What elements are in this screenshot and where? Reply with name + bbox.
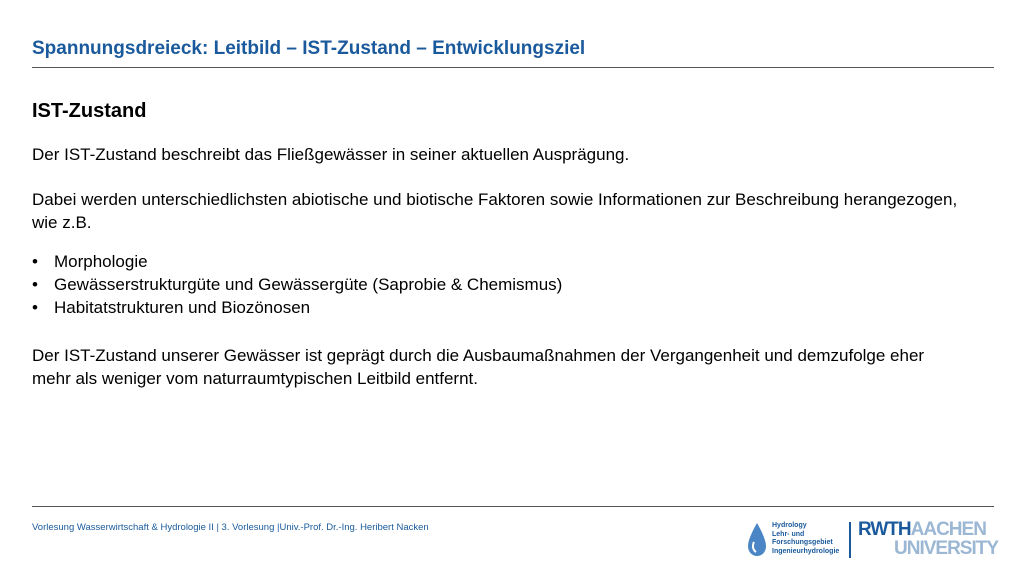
footer-divider xyxy=(32,506,994,507)
list-item-text: Morphologie xyxy=(54,252,148,271)
section-heading: IST-Zustand xyxy=(32,100,147,122)
footer-text: Vorlesung Wasserwirtschaft & Hydrologie II | 3. Vorlesung |Univ.-Prof. Dr.-Ing. Heribert Nacken xyxy=(32,522,429,533)
rwth-logo xyxy=(858,520,998,560)
bullet-symbol: • xyxy=(32,275,38,294)
bullet-symbol: • xyxy=(32,252,38,271)
water-drop-icon xyxy=(746,522,768,558)
bullet-symbol: • xyxy=(32,298,38,317)
hydrology-logo-text: Hydrology Lehr- und Forschungsgebiet Ingenieurhydrologie xyxy=(772,522,840,555)
rwth-logo-aachen: AACHEN xyxy=(910,519,986,540)
list-item-text: Habitatstrukturen und Biozönosen xyxy=(54,298,311,317)
rwth-logo-rwth: RWTH xyxy=(858,519,911,540)
title-divider xyxy=(32,67,994,68)
logo-divider xyxy=(849,522,851,558)
paragraph-conclusion: Der IST-Zustand unserer Gewässer ist geprägt durch die Ausbaumaßnahmen der Vergangenheit und demzufolge eher mehr als weniger vom naturraumtypischen Leitbild entfernt. xyxy=(32,346,925,388)
paragraph-intro: Der IST-Zustand beschreibt das Fließgewässer in seiner aktuellen Ausprägung. xyxy=(32,145,630,164)
slide-title: Spannungsdreieck: Leitbild – IST-Zustand – Entwicklungsziel xyxy=(32,38,586,59)
list-item xyxy=(32,296,562,319)
hydrology-logo xyxy=(744,520,844,564)
paragraph-factors: Dabei werden unterschiedlichsten abiotische und biotische Faktoren sowie Informationen zur Beschreibung herangezogen, wie z.B. xyxy=(32,190,958,232)
factor-list xyxy=(32,250,562,319)
rwth-logo-university: UNIVERSITY xyxy=(894,538,999,559)
list-item xyxy=(32,250,562,273)
list-item-text: Gewässerstrukturgüte und Gewässergüte (Saprobie & Chemismus) xyxy=(54,275,563,294)
list-item xyxy=(32,273,562,296)
